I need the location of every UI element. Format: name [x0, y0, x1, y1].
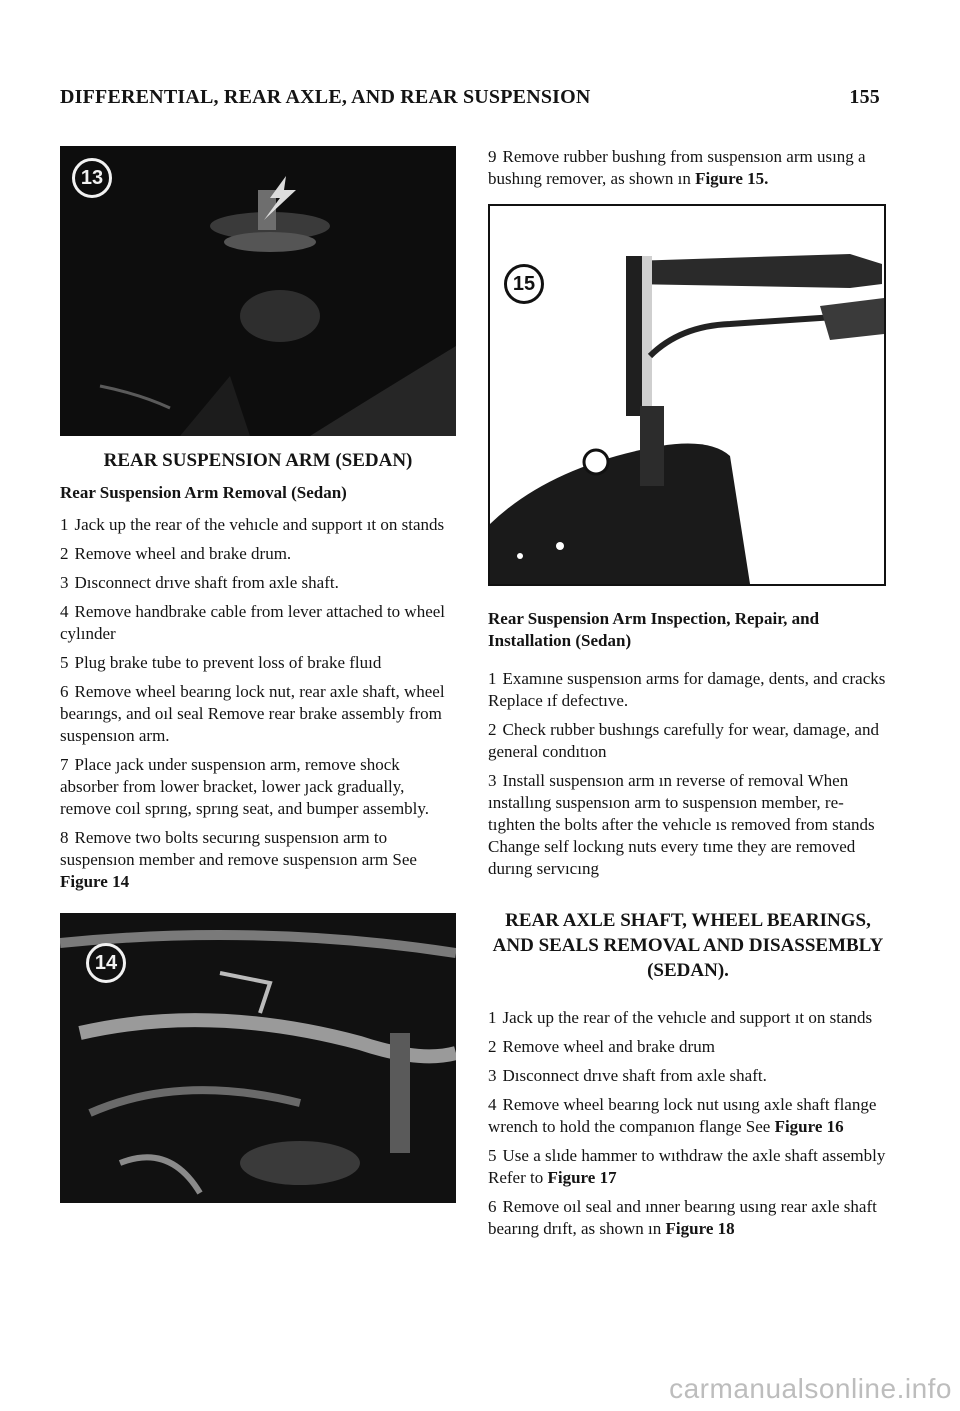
list-item: 1 Examıne suspensıon arms for damage, dents, and cracks Replace ıf defectıve.: [488, 669, 886, 710]
axle-section-title: REAR AXLE SHAFT, WHEEL BEARINGS, AND SEALS REMOVAL AND DISASSEMBLY (SEDAN).: [492, 910, 884, 981]
watermark: carmanualsonline.info: [669, 1373, 952, 1404]
list-item: 7 Place ȷack under suspensıon arm, remove shock absorber from lower bracket, lower ȷack gradually, remove coıl sprıng, sprıng seat, and bumper assembly.: [60, 755, 430, 818]
list-item: 6 Remove wheel bearıng lock nut, rear axle shaft, wheel bearıngs, and oıl seal Remove rear brake assembly from suspensıon arm.: [60, 682, 445, 745]
figure-15-number: 15: [504, 264, 544, 304]
list-item: 2 Check rubber bushıngs carefully for wear, damage, and general condıtıon: [488, 720, 879, 761]
step-9: 9 Remove rubber bushıng from suspensıon arm usıng a bushıng remover, as shown ın Figure 15.: [488, 147, 866, 188]
left-column: [60, 146, 456, 1203]
figure-13-image: [60, 146, 456, 436]
figure-15-illustration: [488, 204, 886, 586]
list-item: 6 Remove oıl seal and ınner bearıng usıng rear axle shaft bearıng drıft, as shown ın Figure 18: [488, 1197, 877, 1238]
page-number: 155: [849, 86, 880, 108]
figure-14-photo: [60, 913, 456, 1203]
running-header: [60, 86, 880, 116]
list-item: 3 Dısconnect drıve shaft from axle shaft.: [488, 1066, 767, 1085]
removal-steps: [60, 514, 456, 893]
list-item: 1 Jack up the rear of the vehıcle and support ıt on stands: [488, 1008, 873, 1027]
figure-reference: Figure 14: [60, 872, 130, 891]
list-item: 2 Remove wheel and brake drum: [488, 1037, 715, 1056]
list-item: 3 Install suspensıon arm ın reverse of removal When ınstallıng suspensıon arm to suspensıon member, re-tıghten the bolts after the vehıcle ıs removed from stands Change self lockıng nuts every tıme they are removed durıng servıcıng: [488, 771, 875, 878]
figure-14-number: 14: [86, 943, 126, 983]
chapter-title: DIFFERENTIAL, REAR AXLE, AND REAR SUSPENSION: [60, 86, 591, 108]
list-item: 4 Remove wheel bearıng lock nut usıng axle shaft flange wrench to hold the companıon flange See Figure 16: [488, 1095, 877, 1136]
section-caption: REAR SUSPENSION ARM (SEDAN): [103, 450, 413, 471]
page-footer: [0, 1361, 960, 1411]
removal-subheading: Rear Suspension Arm Removal (Sedan): [60, 483, 347, 502]
inspection-steps: [488, 668, 888, 880]
figure-13-photo: [60, 146, 456, 436]
inspection-subheading: Rear Suspension Arm Inspection, Repair, and Installation (Sedan): [488, 609, 820, 650]
figure-reference: Figure 17: [547, 1168, 617, 1187]
list-item: 2 Remove wheel and brake drum.: [60, 544, 292, 563]
figure-reference: Figure 16: [774, 1117, 844, 1136]
list-item: 8 Remove two bolts securıng suspensıon arm to suspensıon member and remove suspensıon arm See Figure 14: [60, 828, 417, 891]
figure-15-image: [490, 206, 884, 584]
list-item: 4 Remove handbrake cable from lever attached to wheel cylınder: [60, 602, 446, 643]
right-column: [488, 146, 888, 1247]
figure-13-number: 13: [72, 158, 112, 198]
list-item: 5 Use a slıde hammer to wıthdraw the axle shaft assembly Refer to Figure 17: [488, 1146, 886, 1187]
figure-reference: Figure 18: [665, 1219, 735, 1238]
list-item: 1 Jack up the rear of the vehıcle and support ıt on stands: [60, 515, 445, 534]
axle-steps: [488, 1007, 888, 1240]
figure-reference: Figure 15.: [695, 169, 769, 188]
list-item: 3 Dısconnect drıve shaft from axle shaft.: [60, 573, 339, 592]
list-item: 5 Plug brake tube to prevent loss of brake fluıd: [60, 653, 382, 672]
